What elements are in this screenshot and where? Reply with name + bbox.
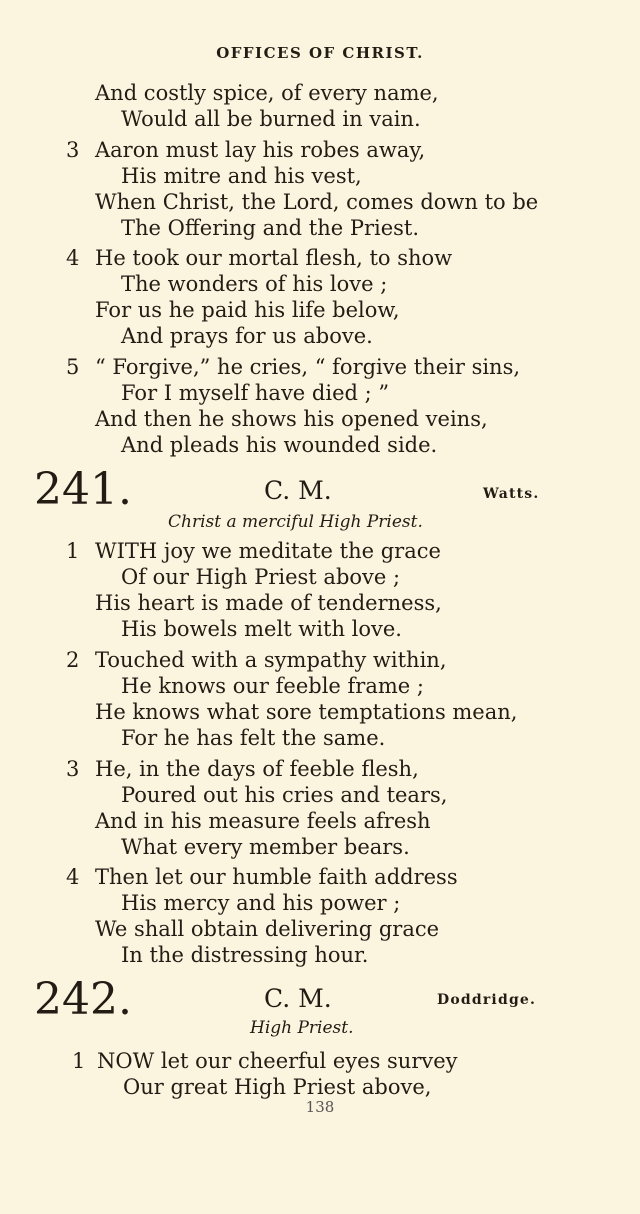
hymn-number: 241. <box>34 464 132 515</box>
verse-line: For he has felt the same. <box>121 726 386 750</box>
verse-number: 2 <box>66 648 80 672</box>
verse-line: Then let our humble faith address <box>95 865 458 889</box>
verse-line: And pleads his wounded side. <box>121 433 438 457</box>
verse-number: 1 <box>66 539 80 563</box>
verse-line: And prays for us above. <box>121 324 373 348</box>
verse-number: 4 <box>66 865 80 889</box>
verse-line: The wonders of his love ; <box>121 272 388 296</box>
verse-line: His mitre and his vest, <box>121 164 362 188</box>
verse-line: We shall obtain delivering grace <box>95 917 440 941</box>
verse-line: In the distressing hour. <box>121 943 369 967</box>
verse-line: And costly spice, of every name, <box>95 81 439 105</box>
verse-line: WITH joy we meditate the grace <box>95 539 441 563</box>
verse-line: Touched with a sympathy within, <box>95 648 447 672</box>
verse-line: When Christ, the Lord, comes down to be <box>95 190 539 214</box>
verse-line: His bowels melt with love. <box>121 617 402 641</box>
page-number: 138 <box>305 1098 335 1116</box>
verse-line: Would all be burned in vain. <box>121 107 421 131</box>
verse-line: He took our mortal flesh, to show <box>95 246 453 270</box>
hymn-meter: C. M. <box>264 476 332 505</box>
verse-line: NOW let our cheerful eyes survey <box>97 1049 458 1073</box>
hymn-meter: C. M. <box>264 984 332 1013</box>
verse-number: 5 <box>66 355 80 379</box>
hymn-number: 242. <box>34 974 132 1025</box>
verse-line: His mercy and his power ; <box>121 891 401 915</box>
verse-line: He knows our feeble frame ; <box>121 674 424 698</box>
verse-line: And then he shows his opened veins, <box>95 407 488 431</box>
verse-line: And in his measure feels afresh <box>95 809 431 833</box>
verse-line: Aaron must lay his robes away, <box>95 138 426 162</box>
hymn-author: Doddridge. <box>437 992 537 1008</box>
verse-number: 1 <box>72 1049 86 1073</box>
verse-number: 4 <box>66 246 80 270</box>
verse-line: What every member bears. <box>121 835 410 859</box>
hymn-author: Watts. <box>483 486 540 502</box>
verse-line: For I myself have died ; ” <box>121 381 390 405</box>
verse-line: “ Forgive,” he cries, “ forgive their sins, <box>95 355 521 379</box>
verse-number: 3 <box>66 757 80 781</box>
verse-line: The Offering and the Priest. <box>121 216 420 240</box>
verse-number: 3 <box>66 138 80 162</box>
verse-line: He, in the days of feeble flesh, <box>95 757 419 781</box>
verse-line: His heart is made of tenderness, <box>95 591 442 615</box>
running-head: OFFICES OF CHRIST. <box>216 44 424 62</box>
hymn-subtitle: High Priest. <box>250 1018 354 1038</box>
hymn-subtitle: Christ a merciful High Priest. <box>168 512 423 532</box>
verse-line: For us he paid his life below, <box>95 298 400 322</box>
verse-line: Of our High Priest above ; <box>121 565 401 589</box>
verse-line: He knows what sore temptations mean, <box>95 700 518 724</box>
verse-line: Poured out his cries and tears, <box>121 783 448 807</box>
verse-line: Our great High Priest above, <box>123 1075 432 1099</box>
